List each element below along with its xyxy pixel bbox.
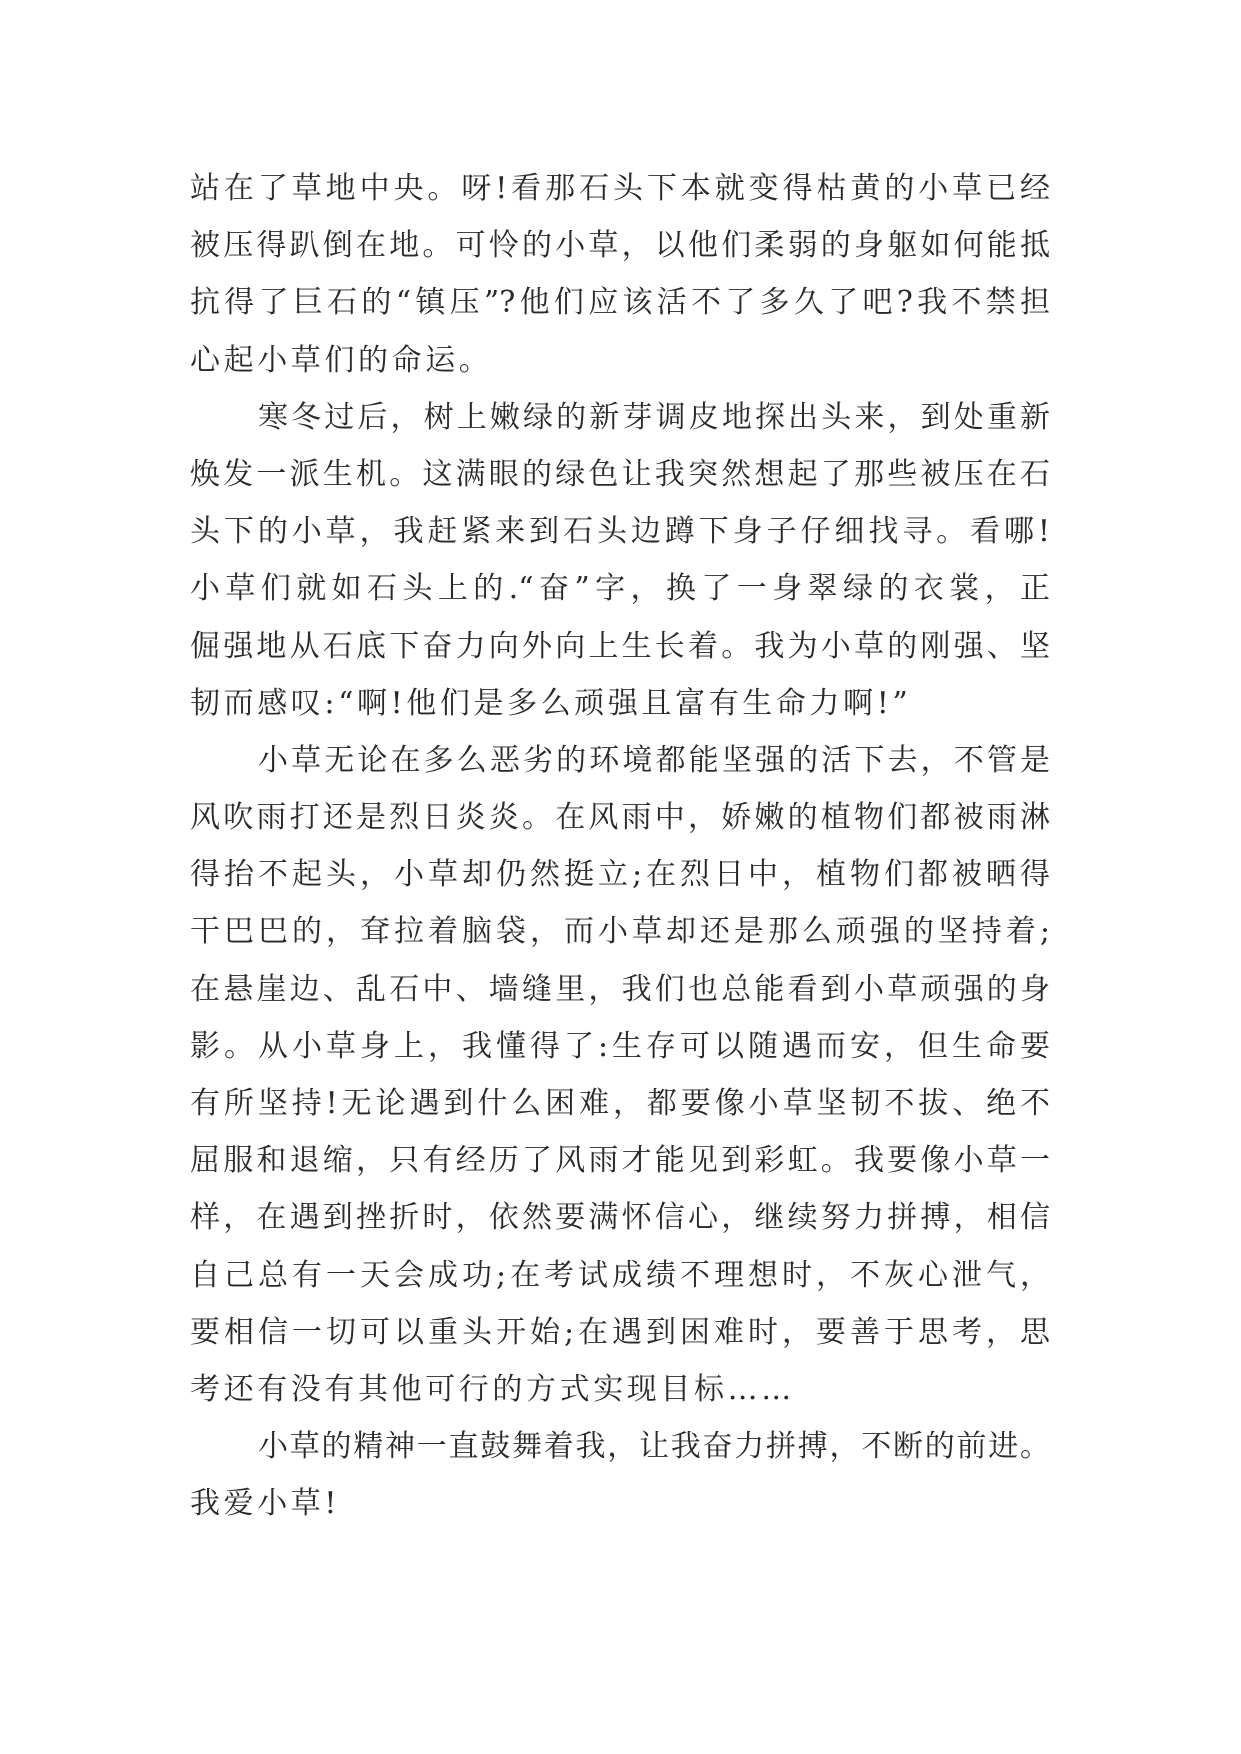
text-line: 我爱小草! — [190, 1486, 341, 1522]
text-line: 有所坚持!无论遇到什么困难，都要像小草坚韧不拔、绝不 — [190, 1086, 1050, 1121]
text-line: 在悬崖边、乱石中、墙缝里，我们也总能看到小草顽强的身 — [190, 971, 1050, 1007]
text-line: 韧而感叹:“啊!他们是多么顽强且富有生命力啊!” — [190, 685, 912, 721]
text-line: 样，在遇到挫折时，依然要满怀信心，继续努力拼搏，相信 — [190, 1200, 1050, 1236]
text-line: 考还有没有其他可行的方式实现目标…… — [190, 1371, 795, 1407]
text-line: 影。从小草身上，我懂得了:生存可以随遇而安，但生命要 — [190, 1028, 1050, 1064]
text-line: 干巴巴的，耷拉着脑袋，而小草却还是那么顽强的坚持着; — [190, 914, 1050, 950]
text-line: 得抬不起头，小草却仍然挺立;在烈日中，植物们都被晒得 — [190, 857, 1050, 893]
text-line: 心起小草们的命运。 — [190, 342, 493, 378]
text-line: 小草们就如石头上的.“奋”字，换了一身翠绿的衣裳，正 — [190, 571, 1050, 607]
essay-body — [190, 160, 1050, 1533]
paragraph-first-line: 小草的精神一直鼓舞着我，让我奋力拼搏，不断的前进。 — [258, 1429, 1050, 1465]
text-line: 头下的小草，我赶紧来到石头边蹲下身子仔细找寻。看哪! — [190, 514, 1050, 550]
text-line: 屈服和退缩，只有经历了风雨才能见到彩虹。我要像小草一 — [190, 1143, 1050, 1179]
text-line: 焕发一派生机。这满眼的绿色让我突然想起了那些被压在石 — [190, 456, 1050, 492]
text-line: 抗得了巨石的“镇压”?他们应该活不了多久了吧?我不禁担 — [190, 285, 1050, 321]
text-line: 站在了草地中央。呀!看那石头下本就变得枯黄的小草已经 — [190, 171, 1050, 206]
text-line: 倔强地从石底下奋力向外向上生长着。我为小草的刚强、坚 — [190, 628, 1050, 664]
text-line: 自己总有一天会成功;在考试成绩不理想时，不灰心泄气， — [190, 1257, 1050, 1293]
paragraph-first-line: 寒冬过后，树上嫩绿的新芽调皮地探出头来，到处重新 — [258, 399, 1050, 435]
text-line: 风吹雨打还是烈日炎炎。在风雨中，娇嫩的植物们都被雨淋 — [190, 800, 1050, 836]
text-line: 被压得趴倒在地。可怜的小草，以他们柔弱的身躯如何能抵 — [190, 228, 1050, 264]
text-line: 要相信一切可以重头开始;在遇到困难时，要善于思考，思 — [190, 1314, 1050, 1350]
paragraph-first-line: 小草无论在多么恶劣的环境都能坚强的活下去，不管是 — [258, 742, 1050, 778]
